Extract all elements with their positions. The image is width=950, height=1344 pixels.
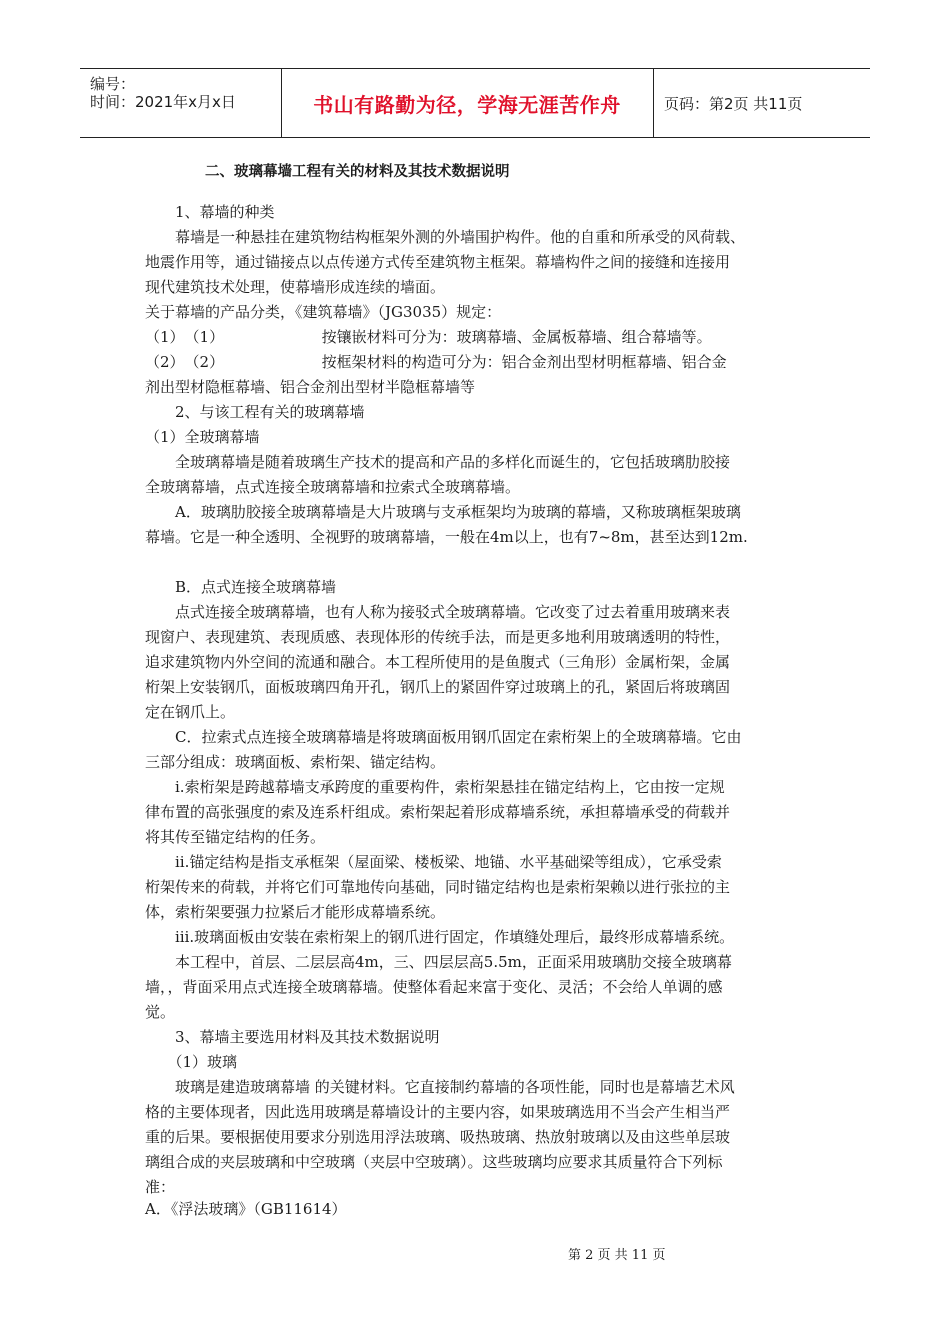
- text-line: 重的后果。要根据使用要求分别选用浮法玻璃、吸热玻璃、热放射玻璃以及由这些单层玻: [145, 1128, 731, 1146]
- text-line: 体，索桁架要强力拉紧后才能形成幕墙系统。: [145, 903, 446, 921]
- text-line: 墙，，背面采用点式连接全玻璃幕墙。使整体看起来富于变化、灵活；不会给人单调的感: [145, 978, 723, 996]
- header-page-cell: [654, 69, 870, 137]
- text-line: 律布置的高张强度的索及连系杆组成。索桁架起着形成幕墙系统，承担幕墙承受的荷载并: [145, 803, 731, 821]
- text-line: 全玻璃幕墙是随着玻璃生产技术的提高和产品的多样化而诞生的，它包括玻璃肋胶接: [145, 453, 731, 471]
- text-line: 现代建筑技术处理，使幕墙形成连续的墙面。: [145, 278, 446, 296]
- header-motto-cell: [281, 69, 654, 137]
- text-line: （1）全玻璃幕墙: [145, 428, 260, 446]
- text-line: 桁架传来的荷载，并将它们可靠地传向基础，同时锚定结构也是索桁架赖以进行张拉的主: [145, 878, 731, 896]
- text-line: 本工程中，首层、二层层高4m，三、四层层高5.5m，正面采用玻璃肋交接全玻璃幕: [145, 953, 732, 971]
- text-line: C．拉索式点连接全玻璃幕墙是将玻璃面板用钢爪固定在索桁架上的全玻璃幕墙。它由: [145, 728, 742, 746]
- text-line: 准：: [145, 1178, 176, 1196]
- text-line: 桁架上安装钢爪，面板玻璃四角开孔，钢爪上的紧固件穿过玻璃上的孔，紧固后将玻璃固: [145, 678, 731, 696]
- text-line: 玻璃是建造玻璃幕墙 的关键材料。它直接制约幕墙的各项性能，同时也是幕墙艺术风: [145, 1078, 735, 1096]
- text-line: 1、幕墙的种类: [145, 203, 275, 221]
- section-title: 二、玻璃幕墙工程有关的材料及其技术数据说明: [205, 164, 510, 180]
- code-label: 编号：: [90, 75, 136, 93]
- text-line: 追求建筑物内外空间的流通和融合。本工程所使用的是鱼腹式（三角形）金属桁架，金属: [145, 653, 731, 671]
- text-line: 全玻璃幕墙，点式连接全玻璃幕墙和拉索式全玻璃幕墙。: [145, 478, 521, 496]
- text-line: 关于幕墙的产品分类，《建筑幕墙》（JG3035）规定：: [145, 303, 502, 321]
- header-meta: [80, 69, 282, 137]
- page-header: [80, 68, 870, 138]
- text-line: A．《浮法玻璃》（GB11614）: [145, 1200, 347, 1218]
- text-line: 3、幕墙主要选用材料及其技术数据说明: [145, 1028, 440, 1046]
- text-line: 地震作用等，通过锚接点以点传递方式传至建筑物主框架。幕墙构件之间的接缝和连接用: [145, 253, 731, 271]
- text-line: ⅰ.索桁架是跨越幕墙支承跨度的重要构件，索桁架悬挂在锚定结构上，它由按一定规: [145, 778, 725, 796]
- text-line: 三部分组成：玻璃面板、索桁架、锚定结构。: [145, 753, 446, 771]
- date-line: 时间：2021年x月x日: [90, 93, 236, 111]
- text-line: B．点式连接全玻璃幕墙: [145, 578, 337, 596]
- text-line: 觉。: [145, 1003, 176, 1021]
- text-line: ⅱ.锚定结构是指支承框架（屋面梁、楼板梁、地锚、水平基础梁等组成），它承受索: [145, 853, 722, 871]
- text-line: 定在钢爪上。: [145, 703, 236, 721]
- text-line: 幕墙是一种悬挂在建筑物结构框架外测的外墙围护构件。他的自重和所承受的风荷载、: [145, 228, 746, 246]
- text-line: 剂出型材隐框幕墙、铝合金剂出型材半隐框幕墙等: [145, 378, 476, 396]
- text-line: 璃组合成的夹层玻璃和中空玻璃（夹层中空玻璃）。这些玻璃均应要求其质量符合下列标: [145, 1153, 723, 1171]
- text-line: （1）玻璃: [145, 1053, 238, 1071]
- text-line: 将其传至锚定结构的任务。: [145, 828, 326, 846]
- page-info: 页码：第2页 共11页: [664, 94, 803, 113]
- text-line: 格的主要体现者，因此选用玻璃是幕墙设计的主要内容，如果玻璃选用不当会产生相当严: [145, 1103, 731, 1121]
- text-line: 2、与该工程有关的玻璃幕墙: [145, 403, 365, 421]
- text-line: （2） （2） 按框架材料的构造可分为：铝合金剂出型材明框幕墙、铝合金: [145, 353, 727, 371]
- page-footer: 第 2 页 共 11 页: [568, 1248, 666, 1263]
- text-line: （1） （1） 按镶嵌材料可分为：玻璃幕墙、金属板幕墙、组合幕墙等。: [145, 328, 712, 346]
- motto: 书山有路勤为径，学海无涯苦作舟: [313, 92, 621, 117]
- text-line: A．玻璃肋胶接全玻璃幕墙是大片玻璃与支承框架均为玻璃的幕墙，又称玻璃框架玻璃: [145, 503, 741, 521]
- text-line: 幕墙。它是一种全透明、全视野的玻璃幕墙，一般在4m以上，也有7~8m，甚至达到12m.: [145, 528, 748, 546]
- text-line: 点式连接全玻璃幕墙，也有人称为接驳式全玻璃幕墙。它改变了过去着重用玻璃来表: [145, 603, 731, 621]
- text-line: ⅲ.玻璃面板由安装在索桁架上的钢爪进行固定，作填缝处理后，最终形成幕墙系统。: [145, 928, 735, 946]
- text-line: 现窗户、表现建筑、表现质感、表现体形的传统手法，而是更多地利用玻璃透明的特性，: [145, 628, 731, 646]
